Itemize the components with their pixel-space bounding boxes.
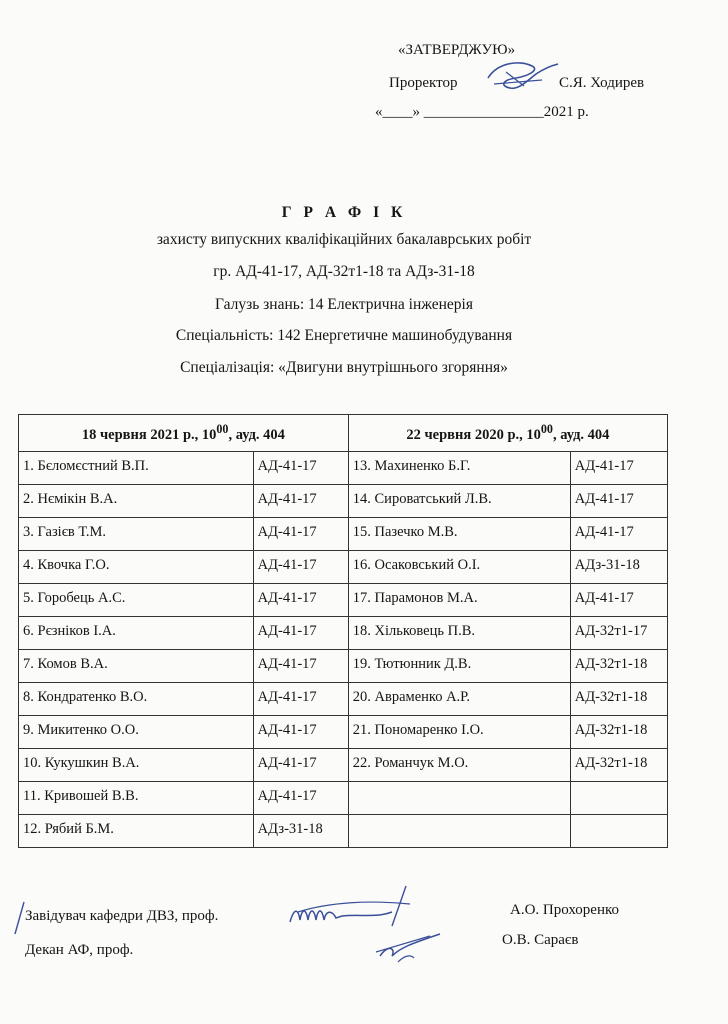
table-row	[19, 815, 668, 848]
student-group-cell: АД-41-17	[253, 551, 348, 584]
student-name-cell: 10. Кукушкин В.А.	[19, 749, 254, 782]
schedule-header-row	[19, 415, 668, 452]
student-group-cell: АД-41-17	[570, 485, 667, 518]
student-group-cell	[570, 782, 667, 815]
margin-mark	[12, 900, 26, 936]
student-group-cell: АД-41-17	[570, 518, 667, 551]
right-session-header	[348, 415, 667, 452]
student-group-cell: АД-41-17	[570, 584, 667, 617]
table-row	[19, 716, 668, 749]
student-name-cell: 2. Нємікін В.А.	[19, 485, 254, 518]
document-subtitle: захисту випускних кваліфікаційних бакалаврських робіт	[156, 231, 532, 248]
student-name-cell: 16. Осаковський О.І.	[348, 551, 570, 584]
dean-role: Декан АФ, проф.	[25, 942, 134, 958]
student-group-cell: АД-41-17	[253, 518, 348, 551]
left-session-time-sup: 00	[216, 422, 229, 437]
student-group-cell: АД-41-17	[253, 782, 348, 815]
student-group-cell: АД-32т1-18	[570, 683, 667, 716]
student-group-cell: АДз-31-18	[253, 815, 348, 848]
table-row	[19, 782, 668, 815]
head-of-department-name: А.О. Прохоренко	[510, 902, 620, 918]
student-group-cell: АД-41-17	[570, 452, 667, 485]
right-session-time-sup: 00	[540, 422, 553, 437]
field-of-knowledge: Галузь знань: 14 Електрична інженерія	[215, 296, 473, 313]
student-name-cell: 5. Горобець А.С.	[19, 584, 254, 617]
student-group-cell: АД-32т1-17	[570, 617, 667, 650]
head-of-department-role: Завідувач кафедри ДВЗ, проф.	[25, 908, 219, 924]
student-name-cell: 4. Квочка Г.О.	[19, 551, 254, 584]
table-row	[19, 584, 668, 617]
student-group-cell: АД-32т1-18	[570, 716, 667, 749]
left-session-room: , ауд. 404	[228, 426, 285, 443]
approval-role: Проректор	[389, 75, 458, 91]
student-name-cell	[348, 782, 570, 815]
student-group-cell: АД-32т1-18	[570, 749, 667, 782]
student-group-cell: АД-41-17	[253, 485, 348, 518]
right-session-room: , ауд. 404	[552, 426, 610, 443]
footer-signatures	[280, 878, 450, 970]
table-row	[19, 617, 668, 650]
student-name-cell	[348, 815, 570, 848]
groups-line: гр. АД-41-17, АД-32т1-18 та АДз-31-18	[213, 263, 475, 280]
student-name-cell: 21. Пономаренко І.О.	[348, 716, 570, 749]
student-group-cell: АД-41-17	[253, 584, 348, 617]
student-group-cell: АД-41-17	[253, 617, 348, 650]
student-name-cell: 12. Рябий Б.М.	[19, 815, 254, 848]
student-group-cell: АДз-31-18	[570, 551, 667, 584]
student-name-cell: 9. Микитенко О.О.	[19, 716, 254, 749]
student-name-cell: 1. Бєломєстний В.П.	[19, 452, 254, 485]
table-row	[19, 485, 668, 518]
left-session-date: 18 червня 2021 р., 10	[81, 426, 217, 443]
schedule-table	[18, 414, 668, 848]
document-title: Г Р А Ф І К	[281, 204, 407, 221]
approval-name: С.Я. Ходирев	[559, 75, 645, 91]
student-name-cell: 13. Махиненко Б.Г.	[348, 452, 570, 485]
right-session-date: 22 червня 2020 р., 10	[406, 426, 541, 443]
student-name-cell: 19. Тютюнник Д.В.	[348, 650, 570, 683]
student-group-cell: АД-32т1-18	[570, 650, 667, 683]
table-row	[19, 551, 668, 584]
approval-title: «ЗАТВЕРДЖУЮ»	[398, 42, 516, 58]
student-group-cell: АД-41-17	[253, 749, 348, 782]
student-group-cell: АД-41-17	[253, 716, 348, 749]
student-name-cell: 8. Кондратенко В.О.	[19, 683, 254, 716]
table-row	[19, 749, 668, 782]
left-session-header	[19, 415, 349, 452]
approval-signature	[480, 56, 560, 94]
specialty: Спеціальність: 142 Енергетичне машинобудування	[175, 327, 513, 344]
student-name-cell: 7. Комов В.А.	[19, 650, 254, 683]
student-name-cell: 22. Романчук М.О.	[348, 749, 570, 782]
specialization: Спеціалізація: «Двигуни внутрішнього згоряння»	[180, 359, 508, 376]
dean-name: О.В. Сараєв	[502, 932, 579, 948]
table-row	[19, 518, 668, 551]
table-row	[19, 452, 668, 485]
student-group-cell: АД-41-17	[253, 650, 348, 683]
student-name-cell: 11. Кривошей В.В.	[19, 782, 254, 815]
student-group-cell: АД-41-17	[253, 683, 348, 716]
student-group-cell: АД-41-17	[253, 452, 348, 485]
approval-date-line: «____» ________________2021 р.	[375, 104, 589, 120]
student-name-cell: 3. Газієв Т.М.	[19, 518, 254, 551]
student-name-cell: 14. Сироватський Л.В.	[348, 485, 570, 518]
student-name-cell: 17. Парамонов М.А.	[348, 584, 570, 617]
table-row	[19, 650, 668, 683]
student-name-cell: 18. Хільковець П.В.	[348, 617, 570, 650]
student-name-cell: 15. Пазечко М.В.	[348, 518, 570, 551]
student-group-cell	[570, 815, 667, 848]
student-name-cell: 20. Авраменко А.Р.	[348, 683, 570, 716]
table-row	[19, 683, 668, 716]
student-name-cell: 6. Рєзніков І.А.	[19, 617, 254, 650]
